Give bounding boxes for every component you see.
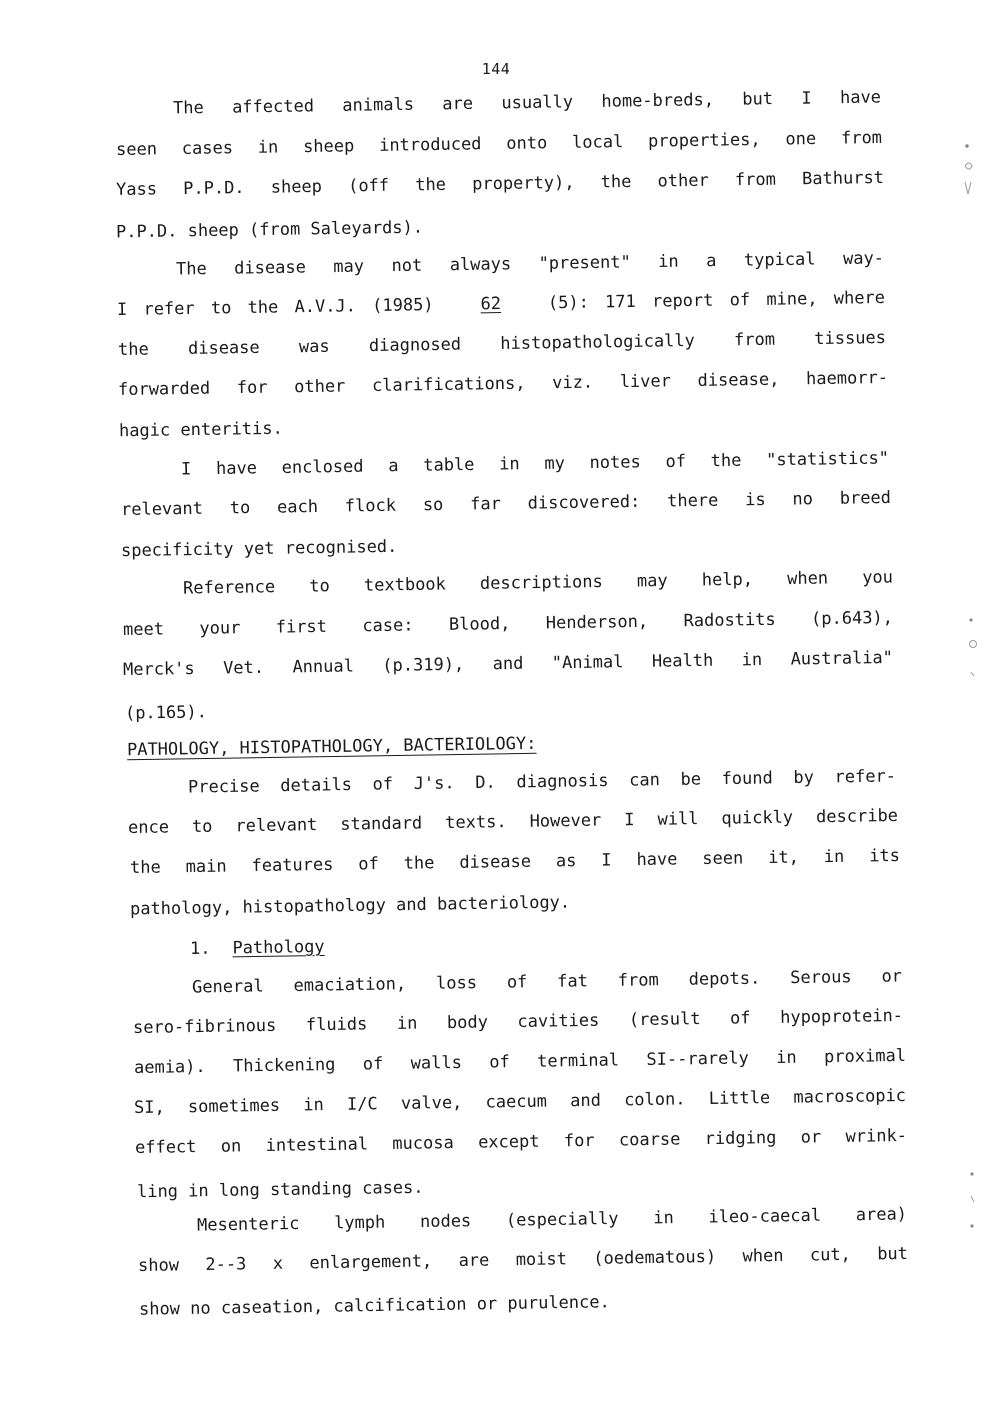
paragraph-7-line-3: show no caseation, calcification or purulence. (138, 1292, 610, 1320)
paragraph-1-line-2: seen cases in sheep introduced onto local properties, one from (115, 127, 883, 161)
paragraph-5-line-3: the main features of the disease as I have seen it, in its (129, 845, 901, 879)
paragraph-3-line-3: specificity yet recognised. (120, 536, 398, 562)
paragraph-6-line-6: ling in long standing cases. (136, 1177, 424, 1203)
paragraph-6-line-1: General emaciation, loss of fat from depots. Serous or (191, 966, 903, 998)
paragraph-1-line-1: The affected animals are usually home-breds, but I have (172, 87, 882, 119)
paragraph-7-line-2: show 2--3 x enlargement, are moist (oedematous) when cut, but (137, 1243, 909, 1277)
volume-number: 62 (480, 294, 502, 315)
subsection-number: 1. (189, 938, 211, 960)
page-number: 144 (481, 60, 511, 78)
margin-scan-mark (962, 140, 976, 203)
paragraph-6-line-2: sero-fibrinous fluids in body cavities (result of hypoprotein- (132, 1005, 904, 1039)
paragraph-4-line-1: Reference to textbook descriptions may help, when you (182, 567, 894, 599)
paragraph-2-line-4: forwarded for other clarifications, viz. liver disease, haemorr- (117, 367, 889, 401)
paragraph-4-line-2: meet your first case: Blood, Henderson, Radostits (p.643), (122, 607, 894, 641)
paragraph-6-line-3: aemia). Thickening of walls of terminal SI--rarely in proximal (133, 1045, 907, 1079)
paragraph-3-line-2: relevant to each flock so far discovered: there is no breed (120, 487, 892, 521)
paragraph-2-line-1: The disease may not always "present" in a typical way- (175, 248, 885, 280)
paragraph-4-line-4: (p.165). (124, 702, 208, 724)
paragraph-7-line-1: Mesenteric lymph nodes (especially in ileo-caecal area) (196, 1204, 908, 1236)
paragraph-6-line-5: effect on intestinal mucosa except for coarse ridging or wrink- (134, 1125, 908, 1159)
paragraph-1-line-3: Yass P.P.D. sheep (off the property), the other from Bathurst (115, 167, 885, 201)
paragraph-2-line-2 (117, 288, 885, 320)
paragraph-2-line-3: the disease was diagnosed histopathologically from tissues (117, 327, 887, 361)
paragraph-1-line-4: P.P.D. sheep (from Saleyards). (115, 217, 424, 243)
subsection-heading (190, 937, 325, 959)
paragraph-4-line-3: Merck's Vet. Annual (p.319), and "Animal Health in Australia" (122, 647, 894, 681)
line-text-after: (5): 171 report of mine, where (531, 287, 886, 314)
margin-scan-mark (966, 612, 980, 685)
paragraph-5-line-2: ence to relevant standard texts. However I will quickly describe (127, 805, 899, 839)
subsection-title: Pathology (232, 936, 325, 959)
paragraph-5-line-4: pathology, histopathology and bacteriology. (129, 892, 571, 920)
paragraph-3-line-1: I have enclosed a table in my notes of the "statistics" (180, 448, 890, 480)
section-heading: PATHOLOGY, HISTOPATHOLOGY, BACTERIOLOGY: (126, 733, 537, 761)
line-text-before: I refer to the A.V.J. (1985) (116, 294, 450, 321)
paragraph-2-line-5: hagic enteritis. (118, 418, 283, 442)
margin-scan-mark (966, 1168, 980, 1241)
paragraph-6-line-4: SI, sometimes in I/C valve, caecum and colon. Little macroscopic (133, 1085, 907, 1119)
paragraph-5-line-1: Precise details of J's. D. diagnosis can be found by refer- (187, 766, 897, 798)
